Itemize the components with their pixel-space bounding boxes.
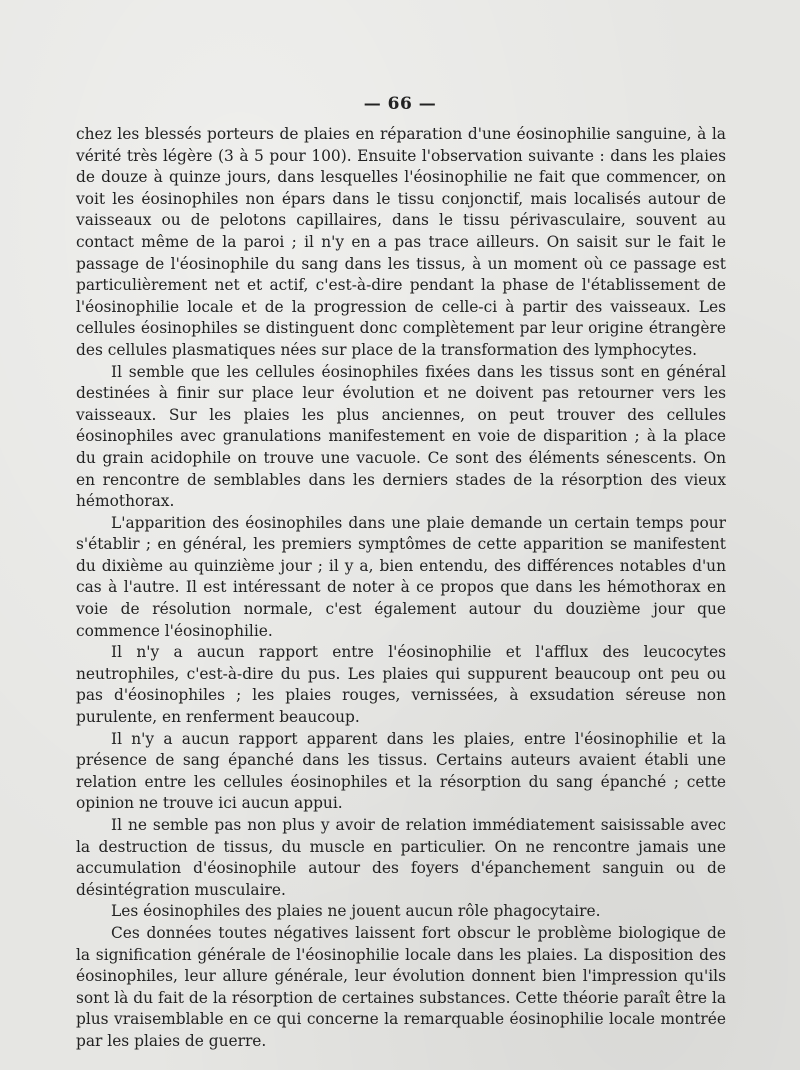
paragraph: Il n'y a aucun rapport apparent dans les plaies, entre l'éosinophilie et la présence de sang épanché dans les tissus. Certains auteurs avaient établi une relation entre les cellules éosinophiles et la résorption du sang épanché ; cette opinion ne trouve ici aucun appui. bbox=[76, 729, 726, 813]
paragraph: Il semble que les cellules éosinophiles fixées dans les tissus sont en général destinées à finir sur place leur évolution et ne doivent pas retourner vers les vaisseaux. Sur les plaies les plus anciennes, on peut trouver des cellules éosinophiles avec granulations manifestement en voie de disparition ; à la place du grain acidophile on trouve une vacuole. Ce sont des éléments sénescents. On en rencontre de semblables dans les derniers stades de la résorption des vieux hémothorax. bbox=[76, 362, 726, 511]
paragraph: L'apparition des éosinophiles dans une plaie demande un certain temps pour s'établir ; en général, les premiers symptômes de cette apparition se manifestent du dixième au quinzième jour ; il y a, bien entendu, des différences notables d'un cas à l'autre. Il est intéressant de noter à ce propos que dans les hémothorax en voie de résolution normale, c'est également autour du douzième jour que commence l'éosinophilie. bbox=[76, 513, 726, 640]
paragraph-continued: chez les blessés porteurs de plaies en réparation d'une éosinophilie sanguine, à la vérité très légère (3 à 5 pour 100). Ensuite l'observation suivante : dans les plaies de douze à quinze jours, dans lesquelles l'éosinophilie ne fait que commencer, on voit les éosinophiles non épars dans le tissu conjonctif, mais localisés autour de vaisseaux ou de pelotons capillaires, dans le tissu périvasculaire, souvent au contact même de la paroi ; il n'y en a pas trace ailleurs. On saisit sur le fait le passage de l'éosinophile du sang dans les tissus, à un moment où ce passage est particulièrement net et actif, c'est-à-dire pendant la phase de l'établissement de l'éosinophilie locale et de la progression de celle-ci à partir des vaisseaux. Les cellules éosinophiles se distinguent donc complètement par leur origine étrangère des cellules plasmatiques nées sur place de la transformation des lymphocytes. bbox=[76, 125, 726, 359]
body-text bbox=[76, 124, 726, 1053]
paragraph: Il ne semble pas non plus y avoir de relation immédiatement saisissable avec la destruction de tissus, du muscle en particulier. On ne rencontre jamais une accumulation d'éosinophile autour des foyers d'épanchement sanguin ou de désintégration musculaire. bbox=[76, 816, 726, 899]
paragraph: Les éosinophiles des plaies ne jouent aucun rôle phagocytaire. bbox=[111, 902, 601, 921]
paragraph: Il n'y a aucun rapport entre l'éosinophilie et l'afflux des leucocytes neutrophiles, c'est-à-dire du pus. Les plaies qui suppurent beaucoup ont peu ou pas d'éosinophiles ; les plaies rouges, vernissées, à exsudation séreuse non purulente, en renferment beaucoup. bbox=[76, 643, 726, 727]
paragraph: Ces données toutes négatives laissent fort obscur le problème biologique de la signification générale de l'éosinophilie locale dans les plaies. La disposition des éosinophiles, leur allure générale, leur évolution donnent bien l'impression qu'ils sont là du fait de la résorption de certaines substances. Cette théorie paraît être la plus vraisemblable en ce qui concerne la remarquable éosinophilie locale montrée par les plaies de guerre. bbox=[76, 923, 726, 1050]
page-number: — 66 — bbox=[363, 94, 437, 114]
